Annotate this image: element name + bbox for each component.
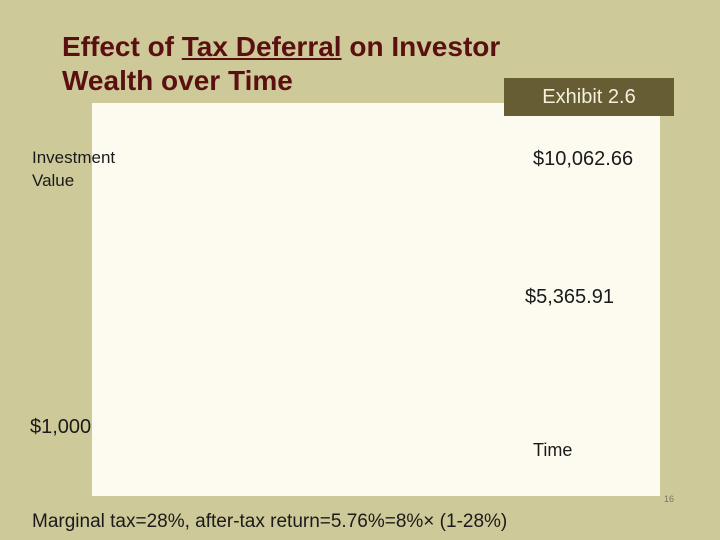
exhibit-badge: Exhibit 2.6 <box>504 78 674 116</box>
tax-deferred-value-label: $10,062.66 <box>533 148 634 170</box>
footer-note: Marginal tax=28%, after-tax return=5.76%=8%× (1-28%) <box>32 511 508 532</box>
start-value-label: $1,000 <box>30 416 92 438</box>
taxed-value-label: $5,365.91 <box>525 286 614 308</box>
title-line-2: Wealth over Time <box>62 65 293 96</box>
y-axis-label: Investment Value <box>32 148 116 190</box>
title-tax-deferral-link[interactable]: Tax Deferral <box>181 31 342 62</box>
title-part-2: on Investor <box>341 31 501 62</box>
x-axis-label: Time <box>533 440 573 460</box>
page-number: 16 <box>664 494 675 504</box>
title-part-1: Effect of <box>62 31 182 62</box>
